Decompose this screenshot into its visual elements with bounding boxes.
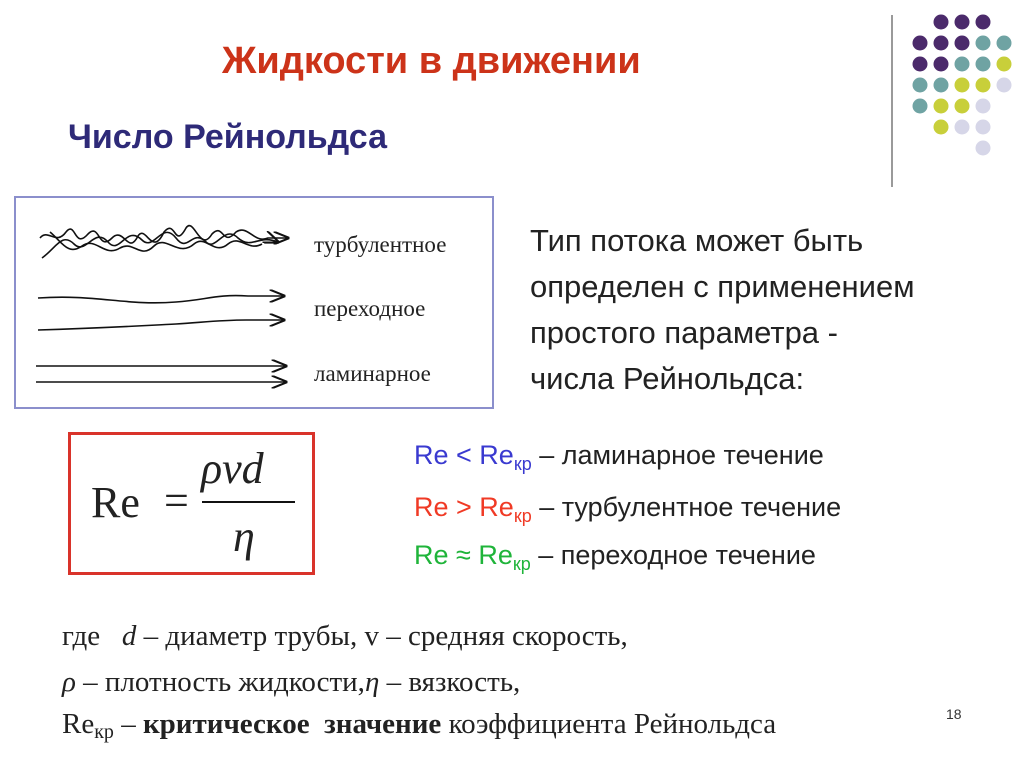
decor-dot — [913, 99, 928, 114]
decor-dot — [934, 78, 949, 93]
decor-dot — [997, 36, 1012, 51]
flow-label-transitional: переходное — [314, 296, 426, 321]
decor-divider — [891, 15, 893, 187]
slide-title: Жидкости в движении — [222, 40, 641, 82]
condition-text: – турбулентное течение — [531, 492, 842, 522]
reynolds-formula — [68, 432, 315, 575]
condition-sub: кр — [513, 454, 532, 474]
legend-bold-text: критическое значение — [142, 708, 442, 740]
legend-text: – плотность жидкости, — [75, 666, 365, 698]
condition-laminar — [414, 440, 824, 475]
decor-dot — [913, 36, 928, 51]
description-line: определен с применением — [530, 269, 915, 304]
decor-dot — [913, 78, 928, 93]
decor-dot — [955, 36, 970, 51]
decor-dot — [955, 120, 970, 135]
flow-label-laminar: ламинарное — [314, 361, 431, 386]
legend-sub: кр — [94, 721, 114, 743]
condition-transitional — [414, 540, 816, 575]
decor-dot — [976, 120, 991, 135]
flow-label-turbulent: турбулентное — [314, 232, 447, 257]
transitional-flow-line-2 — [38, 320, 284, 330]
formula-equals: = — [164, 476, 189, 525]
decor-dot — [934, 120, 949, 135]
decor-dot — [997, 57, 1012, 72]
transitional-flow-line-1 — [38, 296, 284, 303]
decor-dot — [976, 141, 991, 156]
decor-dot — [934, 36, 949, 51]
formula-lhs: Re — [91, 478, 140, 527]
decor-dot — [976, 99, 991, 114]
condition-turbulent — [414, 492, 841, 527]
page-number: 18 — [946, 706, 962, 722]
legend-symbol-d: d — [121, 620, 137, 652]
slide-subtitle: Число Рейнольдса — [68, 118, 388, 156]
decor-dot — [934, 99, 949, 114]
formula-fraction-bar — [202, 501, 295, 503]
legend-line-2 — [62, 666, 520, 699]
decor-dot — [976, 15, 991, 30]
decor-dot — [976, 78, 991, 93]
decor-dot — [955, 99, 970, 114]
decor-dot — [934, 57, 949, 72]
formula-numerator: ρvd — [201, 444, 264, 493]
legend-line-3 — [62, 708, 776, 744]
decor-dot — [955, 57, 970, 72]
legend-symbol-eta: η — [364, 666, 380, 698]
condition-re: Re ≈ Re — [414, 540, 513, 570]
decor-dot — [955, 15, 970, 30]
condition-sub: кр — [513, 506, 532, 526]
description-line: простого параметра - — [530, 315, 838, 350]
condition-re: Re < Re — [414, 440, 514, 470]
legend-text: коэффициента Рейнольдса — [441, 708, 777, 740]
legend-text: – вязкость, — [379, 666, 521, 698]
description-line: Тип потока может быть — [530, 223, 864, 258]
flow-type-description — [530, 218, 1020, 402]
description-line: числа Рейнольдса: — [530, 361, 805, 396]
decor-dot — [976, 57, 991, 72]
turbulent-flow-line-1 — [40, 226, 288, 243]
decor-dot-grid — [900, 8, 1020, 168]
legend-where: где — [62, 620, 122, 652]
decor-dot — [934, 15, 949, 30]
legend-line-1 — [62, 620, 628, 653]
condition-text: – ламинарное течение — [531, 440, 824, 470]
decor-dot — [955, 78, 970, 93]
condition-sub: кр — [512, 554, 531, 574]
condition-re: Re > Re — [414, 492, 514, 522]
legend-dash: – — [113, 708, 143, 740]
condition-text: – переходное течение — [530, 540, 816, 570]
decor-dot — [913, 57, 928, 72]
legend-re: Re — [62, 708, 95, 740]
legend-text: – диаметр трубы, v – средняя скорость, — [136, 620, 628, 652]
flow-diagram — [14, 196, 494, 409]
legend-symbol-rho: ρ — [62, 666, 76, 698]
formula-denominator: η — [233, 512, 255, 561]
decor-dot — [976, 36, 991, 51]
decor-dot — [997, 78, 1012, 93]
